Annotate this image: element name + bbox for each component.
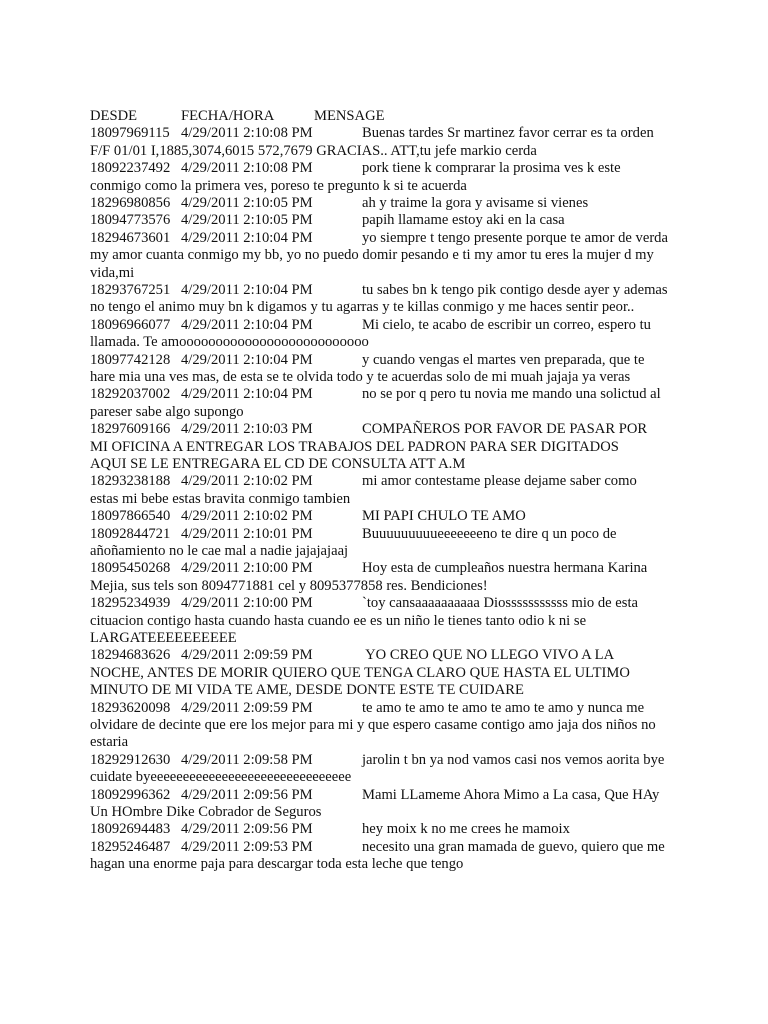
message-text-start: no se por q pero tu novia me mando una solictud al — [362, 386, 661, 403]
column-header-row — [90, 108, 690, 125]
message-entry — [90, 700, 690, 752]
message-datetime: 4/29/2011 2:10:00 PM — [181, 595, 313, 612]
message-datetime: 4/29/2011 2:10:01 PM — [181, 525, 313, 542]
column-header-message: MENSAGE — [314, 108, 385, 124]
message-entry-first-line — [90, 160, 690, 177]
message-entry — [90, 317, 690, 352]
sender-number: 18294683626 — [90, 647, 171, 664]
message-datetime: 4/29/2011 2:09:59 PM — [181, 699, 313, 716]
sender-number: 18296980856 — [90, 194, 171, 211]
message-datetime: 4/29/2011 2:10:00 PM — [181, 560, 313, 577]
message-datetime: 4/29/2011 2:10:04 PM — [181, 351, 313, 368]
message-text-start: jarolin t bn ya nod vamos casi nos vemos aorita bye — [362, 751, 665, 768]
message-entry — [90, 352, 690, 387]
message-entries — [90, 125, 690, 873]
sender-number: 18293620098 — [90, 699, 171, 716]
message-entry-first-line — [90, 787, 690, 804]
message-datetime: 4/29/2011 2:09:59 PM — [181, 647, 313, 664]
message-text-start: ah y traime la gora y avisame si vienes — [362, 194, 589, 211]
message-text-start: Buuuuuuuuueeeeeeeno te dire q un poco de — [362, 525, 617, 542]
message-entry-first-line — [90, 125, 690, 142]
message-entry — [90, 230, 690, 282]
message-datetime: 4/29/2011 2:09:56 PM — [181, 821, 313, 838]
message-entry — [90, 160, 690, 195]
message-entry — [90, 821, 690, 838]
message-text-start: MI PAPI CHULO TE AMO — [362, 508, 526, 525]
message-entry — [90, 282, 690, 317]
message-text-continuation: Mejia, sus tels son 8094771881 cel y 8095377858 res. Bendiciones! — [90, 577, 488, 594]
message-text-continuation: estas mi bebe estas bravita conmigo tambien — [90, 490, 351, 507]
sender-number: 18294673601 — [90, 229, 171, 246]
message-text-continuation: conmigo como la primera ves, poreso te pregunto k si te acuerda — [90, 177, 467, 194]
message-text-continuation: llamada. Te amoooooooooooooooooooooooooo — [90, 334, 369, 351]
message-text-continuation: hagan una enorme paja para descargar toda esta leche que tengo — [90, 856, 464, 873]
message-entry-first-line — [90, 526, 690, 543]
message-log — [90, 108, 690, 874]
sender-number: 18295246487 — [90, 838, 171, 855]
message-text-start: mi amor contestame please dejame saber como — [362, 473, 637, 490]
column-header-from: DESDE — [90, 108, 138, 124]
message-text-continuation: hare mia una ves mas, de esta se te olvida todo y te acuerdas solo de mi muah jajaja ya veras — [90, 368, 631, 385]
message-datetime: 4/29/2011 2:10:02 PM — [181, 473, 313, 490]
message-entry — [90, 212, 690, 229]
message-entry — [90, 125, 690, 160]
message-entry-first-line — [90, 421, 690, 438]
message-text-continuation: pareser sabe algo supongo — [90, 403, 244, 420]
message-text-start: necesito una gran mamada de guevo, quiero que me — [362, 838, 665, 855]
message-datetime: 4/29/2011 2:10:04 PM — [181, 386, 313, 403]
message-entry-first-line — [90, 647, 690, 664]
message-text-start: te amo te amo te amo te amo te amo y nunca me — [362, 699, 645, 716]
message-datetime: 4/29/2011 2:10:08 PM — [181, 160, 313, 177]
message-text-start: Buenas tardes Sr martinez favor cerrar es ta orden — [362, 125, 654, 142]
message-datetime: 4/29/2011 2:10:02 PM — [181, 508, 313, 525]
message-entry — [90, 421, 690, 473]
message-datetime: 4/29/2011 2:10:08 PM — [181, 125, 313, 142]
message-text-continuation: cituacion contigo hasta cuando hasta cuando ee es un niño le tienes tanto odio k ni se LARGATEEEEEEEEEE — [90, 612, 587, 646]
message-entry — [90, 595, 690, 647]
sender-number: 18094773576 — [90, 212, 171, 229]
message-text-start: Hoy esta de cumpleaños nuestra hermana Karina — [362, 560, 648, 577]
sender-number: 18092996362 — [90, 786, 171, 803]
sender-number: 18095450268 — [90, 560, 171, 577]
message-entry-first-line — [90, 839, 690, 856]
message-datetime: 4/29/2011 2:10:04 PM — [181, 229, 313, 246]
message-datetime: 4/29/2011 2:10:04 PM — [181, 281, 313, 298]
message-datetime: 4/29/2011 2:09:53 PM — [181, 838, 313, 855]
message-entry-first-line — [90, 282, 690, 299]
sender-number: 18292037002 — [90, 386, 171, 403]
message-text-continuation: Un HOmbre Dike Cobrador de Seguros — [90, 803, 322, 820]
message-text-start: COMPAÑEROS POR FAVOR DE PASAR POR — [362, 421, 648, 438]
message-text-continuation: cuidate byeeeeeeeeeeeeeeeeeeeeeeeeeeeeeee — [90, 769, 352, 786]
message-entry — [90, 752, 690, 787]
message-datetime: 4/29/2011 2:10:05 PM — [181, 212, 313, 229]
message-datetime: 4/29/2011 2:10:03 PM — [181, 421, 313, 438]
message-entry-first-line — [90, 560, 690, 577]
column-header-datetime: FECHA/HORA — [181, 108, 275, 124]
sender-number: 18092237492 — [90, 160, 171, 177]
message-datetime: 4/29/2011 2:09:56 PM — [181, 786, 313, 803]
message-entry-first-line — [90, 195, 690, 212]
sender-number: 18096966077 — [90, 316, 171, 333]
message-entry-first-line — [90, 352, 690, 369]
message-entry-first-line — [90, 317, 690, 334]
message-datetime: 4/29/2011 2:10:04 PM — [181, 316, 313, 333]
message-text-continuation: no tengo el animo muy bn k digamos y tu agarras y te killas conmigo y me haces sentir peor.. — [90, 299, 635, 316]
message-entry — [90, 386, 690, 421]
sender-number: 18097866540 — [90, 508, 171, 525]
message-entry — [90, 473, 690, 508]
message-entry — [90, 526, 690, 561]
message-entry-first-line — [90, 508, 690, 525]
message-datetime: 4/29/2011 2:09:58 PM — [181, 751, 313, 768]
message-entry-first-line — [90, 752, 690, 769]
message-text-start: yo siempre t tengo presente porque te amor de verda — [362, 229, 668, 246]
sender-number: 18293238188 — [90, 473, 171, 490]
message-text-start: papih llamame estoy aki en la casa — [362, 212, 565, 229]
message-entry-first-line — [90, 821, 690, 838]
message-text-start: y cuando vengas el martes ven preparada, que te — [362, 351, 645, 368]
message-text-start: tu sabes bn k tengo pik contigo desde ayer y ademas — [362, 281, 668, 298]
message-text-start: Mami LLameme Ahora Mimo a La casa, Que HAy — [362, 786, 660, 803]
message-text-start: YO CREO QUE NO LLEGO VIVO A LA — [362, 647, 615, 664]
sender-number: 18097969115 — [90, 125, 170, 142]
sender-number: 18295234939 — [90, 595, 171, 612]
message-text-continuation: my amor cuanta conmigo my bb, yo no puedo domir pesando e ti my amor tu eres la mujer d my vida,mi — [90, 247, 654, 281]
message-datetime: 4/29/2011 2:10:05 PM — [181, 194, 313, 211]
message-text-continuation: F/F 01/01 I,1885,3074,6015 572,7679 GRACIAS.. ATT,tu jefe markio cerda — [90, 142, 537, 159]
message-text-start: Mi cielo, te acabo de escribir un correo, espero tu — [362, 316, 651, 333]
sender-number: 18097742128 — [90, 351, 171, 368]
message-entry-first-line — [90, 700, 690, 717]
sender-number: 18293767251 — [90, 281, 171, 298]
message-entry-first-line — [90, 386, 690, 403]
message-text-continuation: olvidare de decinte que ere los mejor para mi y que espero casame contigo amo jaja dos niños no estaria — [90, 716, 656, 751]
message-entry — [90, 195, 690, 212]
message-text-start: hey moix k no me crees he mamoix — [362, 821, 570, 838]
message-entry — [90, 508, 690, 525]
message-entry-first-line — [90, 212, 690, 229]
message-entry-first-line — [90, 595, 690, 612]
message-entry-first-line — [90, 230, 690, 247]
sender-number: 18092844721 — [90, 525, 171, 542]
message-entry — [90, 647, 690, 699]
message-text-continuation: añoñamiento no le cae mal a nadie jajajajaaj — [90, 542, 349, 559]
sender-number: 18092694483 — [90, 821, 171, 838]
message-text-continuation: MI OFICINA A ENTREGAR LOS TRABAJOS DEL PADRON PARA SER DIGITADOS AQUI SE LE ENTREGARA EL CD DE CONSULTA ATT A.M — [90, 438, 619, 472]
message-entry — [90, 787, 690, 822]
sender-number: 18297609166 — [90, 421, 171, 438]
message-entry — [90, 839, 690, 874]
message-entry-first-line — [90, 473, 690, 490]
message-entry — [90, 560, 690, 595]
sender-number: 18292912630 — [90, 751, 171, 768]
message-text-start: pork tiene k comprarar la prosima ves k este — [362, 160, 621, 177]
message-text-start: `toy cansaaaaaaaaaa Diosssssssssss mio de esta — [362, 595, 638, 612]
message-text-continuation: NOCHE, ANTES DE MORIR QUIERO QUE TENGA CLARO QUE HASTA EL ULTIMO MINUTO DE MI VIDA TE AME, DESDE DONTE ESTE TE CUIDARE — [90, 664, 630, 699]
